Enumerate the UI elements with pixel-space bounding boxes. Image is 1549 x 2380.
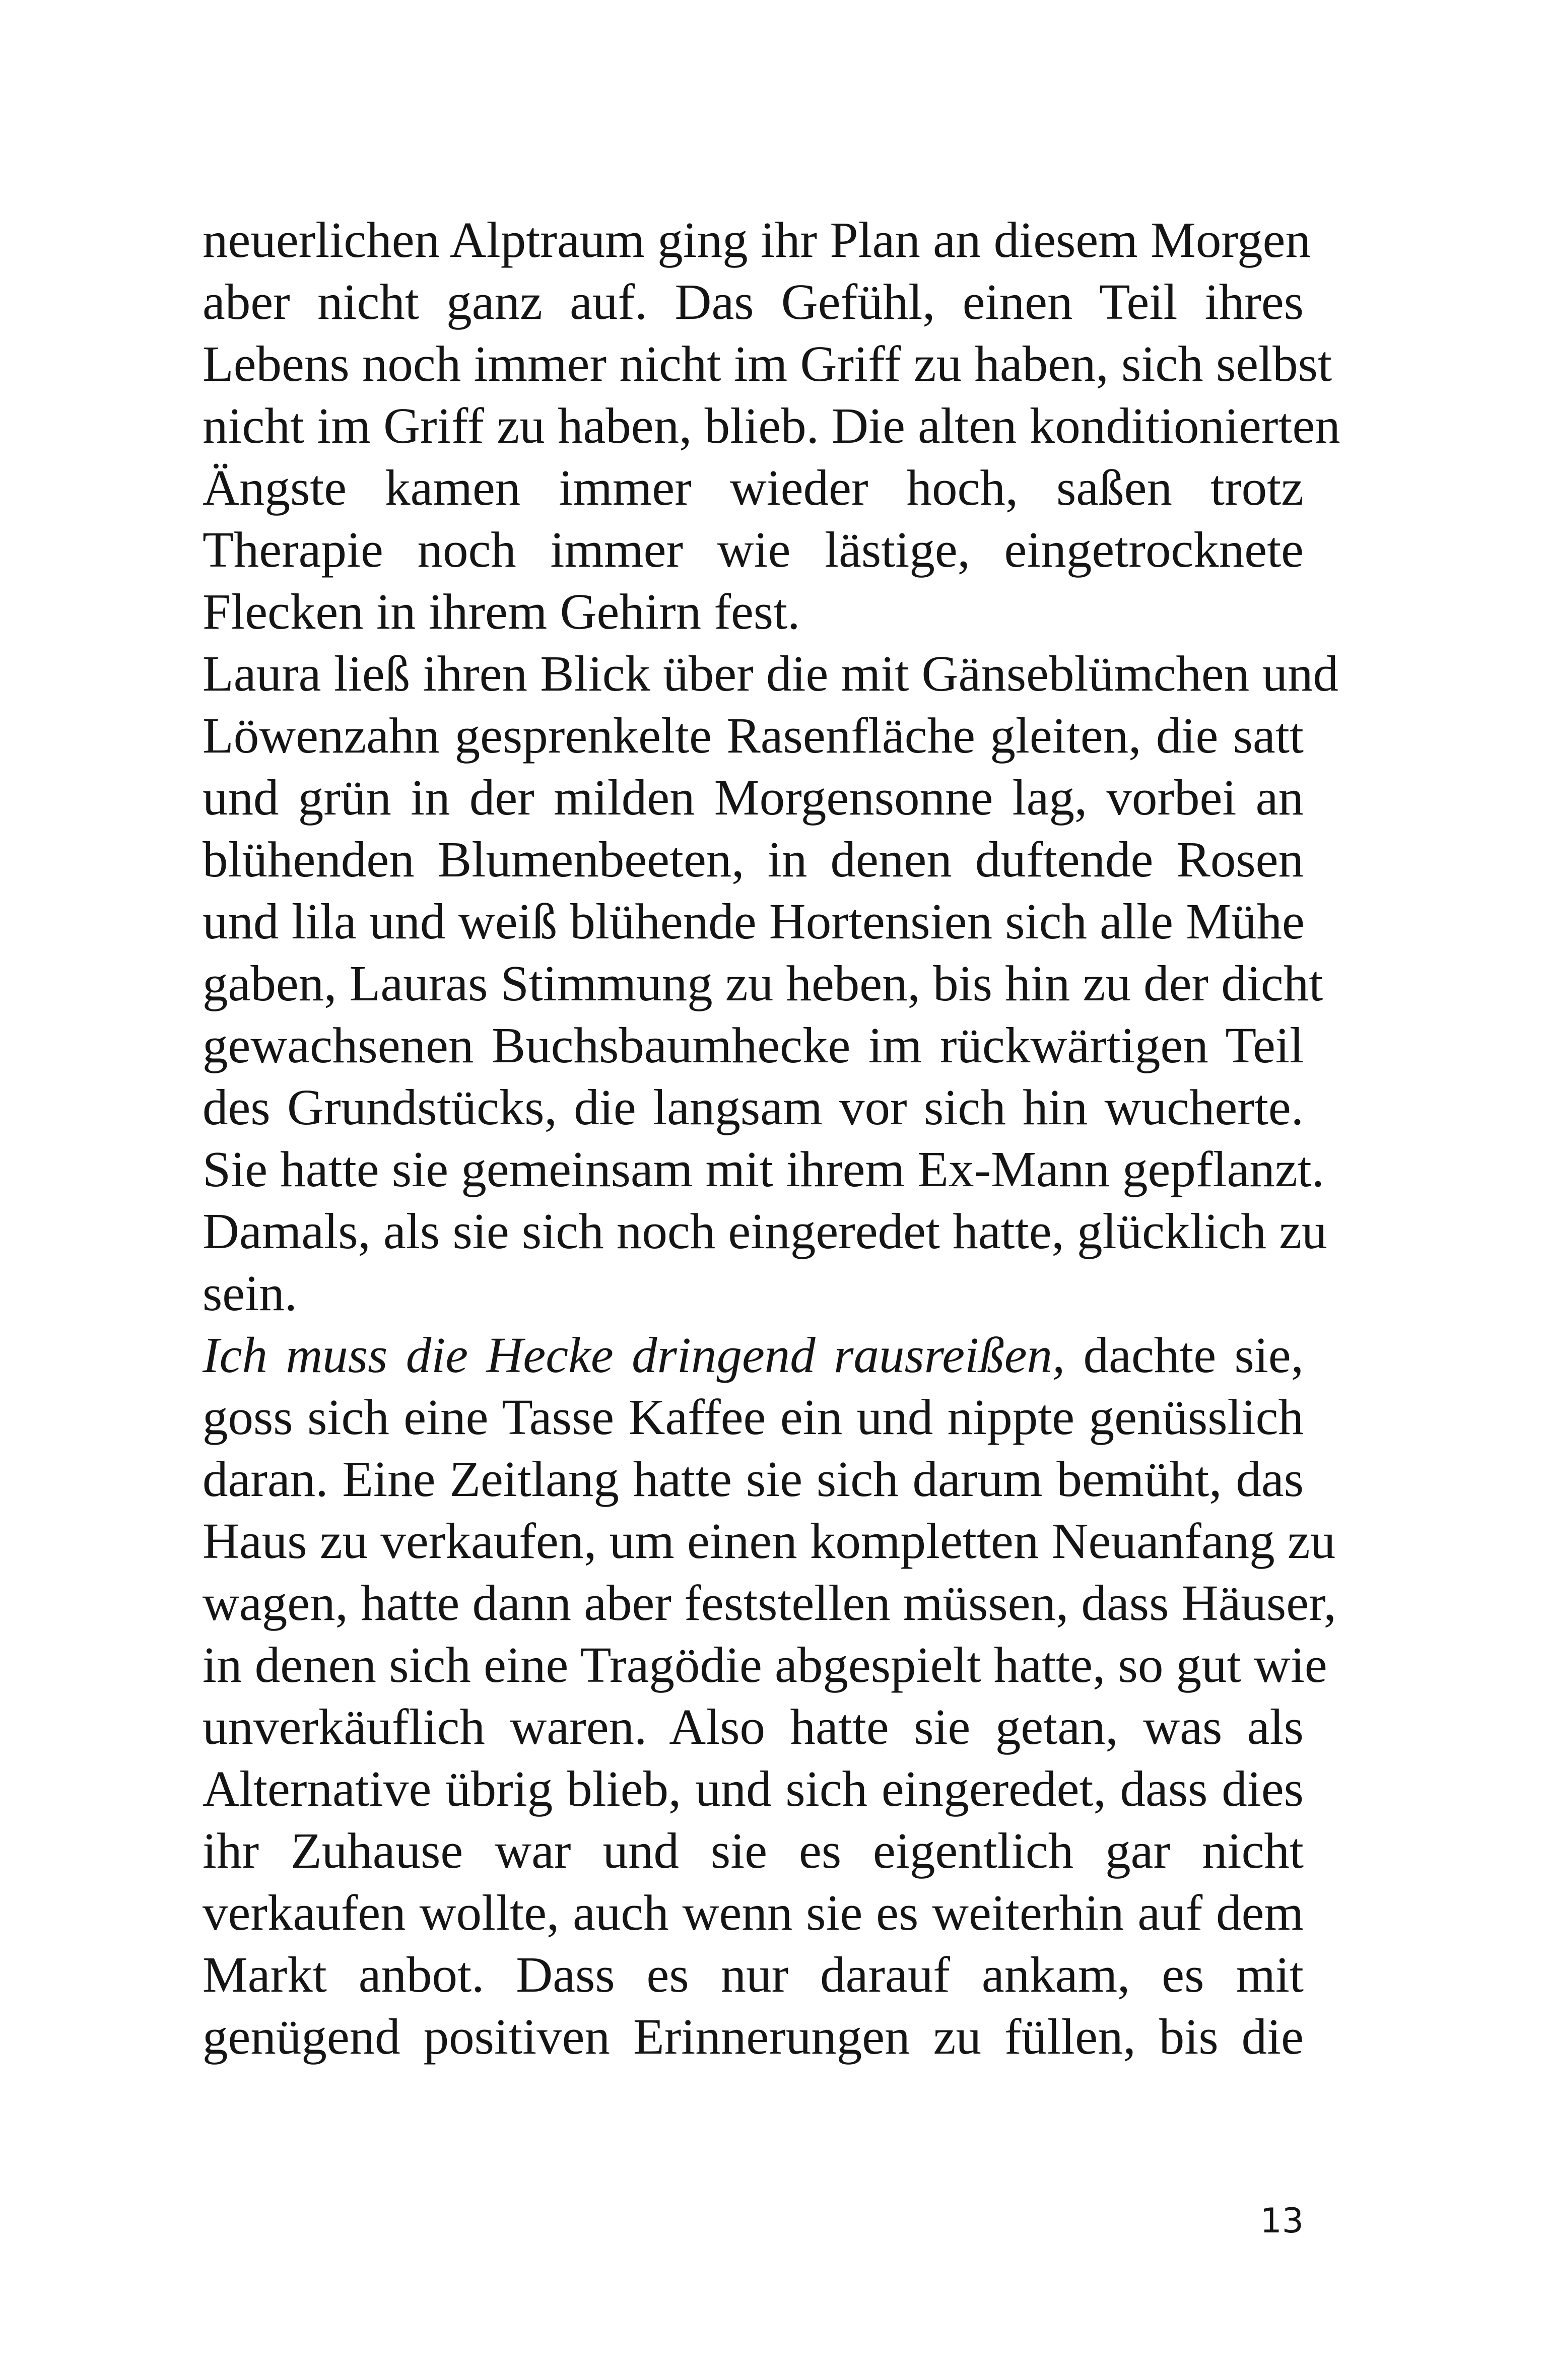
- text-line: gaben, Lauras Stimmung zu heben, bis hin zu der dicht: [203, 955, 1323, 1011]
- text-line: und grün in der milden Morgensonne lag, vorbei an: [203, 769, 1304, 826]
- text-line: ihr Zuhause war und sie es eigentlich gar nicht: [203, 1822, 1304, 1879]
- text-line: Löwenzahn gesprenkelte Rasenfläche gleiten, die satt: [203, 707, 1304, 764]
- text-line: in denen sich eine Tragödie abgespielt hatte, so gut wie: [203, 1637, 1327, 1693]
- text-line: neuerlichen Alptraum ging ihr Plan an diesem Morgen: [203, 212, 1311, 268]
- text-line: Ängste kamen immer wieder hoch, saßen trotz: [203, 459, 1304, 516]
- text-line: genügend positiven Erinnerungen zu füllen, bis die: [203, 2008, 1304, 2065]
- text-line: gewachsenen Buchsbaumhecke im rückwärtigen Teil: [203, 1017, 1304, 1073]
- text-line: goss sich eine Tasse Kaffee ein und nippte genüsslich: [203, 1389, 1304, 1445]
- text-line: unverkäuflich waren. Also hatte sie getan, was als: [203, 1698, 1304, 1755]
- text-line: nicht im Griff zu haben, blieb. Die alten konditionierten: [203, 397, 1340, 454]
- text-line: Flecken in ihrem Gehirn fest.: [203, 583, 800, 640]
- text-line: Alternative übrig blieb, und sich eingeredet, dass dies: [203, 1760, 1304, 1817]
- text-line: aber nicht ganz auf. Das Gefühl, einen Teil ihres: [203, 274, 1304, 330]
- page-body-text: [203, 209, 1340, 2068]
- text-line: sein.: [203, 1265, 297, 1321]
- text-line: und lila und weiß blühende Hortensien sich alle Mühe: [203, 893, 1305, 949]
- text-line: daran. Eine Zeitlang hatte sie sich darum bemüht, das: [203, 1451, 1304, 1507]
- page-number: 13: [1260, 2201, 1304, 2241]
- text-line: des Grundstücks, die langsam vor sich hin wucherte.: [203, 1079, 1304, 1135]
- text-line: Lebens noch immer nicht im Griff zu haben, sich selbst: [203, 335, 1332, 392]
- text-line: blühenden Blumenbeeten, in denen duftende Rosen: [203, 831, 1304, 888]
- text-line: Sie hatte sie gemeinsam mit ihrem Ex-Mann gepflanzt.: [203, 1141, 1324, 1197]
- text-line: Damals, als sie sich noch eingeredet hatte, glücklich zu: [203, 1203, 1327, 1259]
- italic-thought-text: Ich muss die Hecke dringend rausreißen,: [203, 1327, 1065, 1383]
- text-line: wagen, hatte dann aber feststellen müssen, dass Häuser,: [203, 1575, 1336, 1631]
- text-line: Haus zu verkaufen, um einen kompletten Neuanfang zu: [203, 1513, 1336, 1569]
- text-line-remainder: dachte sie,: [1065, 1327, 1304, 1383]
- text-line: [203, 1324, 1304, 1386]
- text-line: Therapie noch immer wie lästige, eingetrocknete: [203, 521, 1304, 578]
- text-line: verkaufen wollte, auch wenn sie es weiterhin auf dem: [203, 1884, 1304, 1941]
- text-line: Markt anbot. Dass es nur darauf ankam, es mit: [203, 1946, 1304, 2003]
- text-line: Laura ließ ihren Blick über die mit Gänseblümchen und: [203, 645, 1338, 702]
